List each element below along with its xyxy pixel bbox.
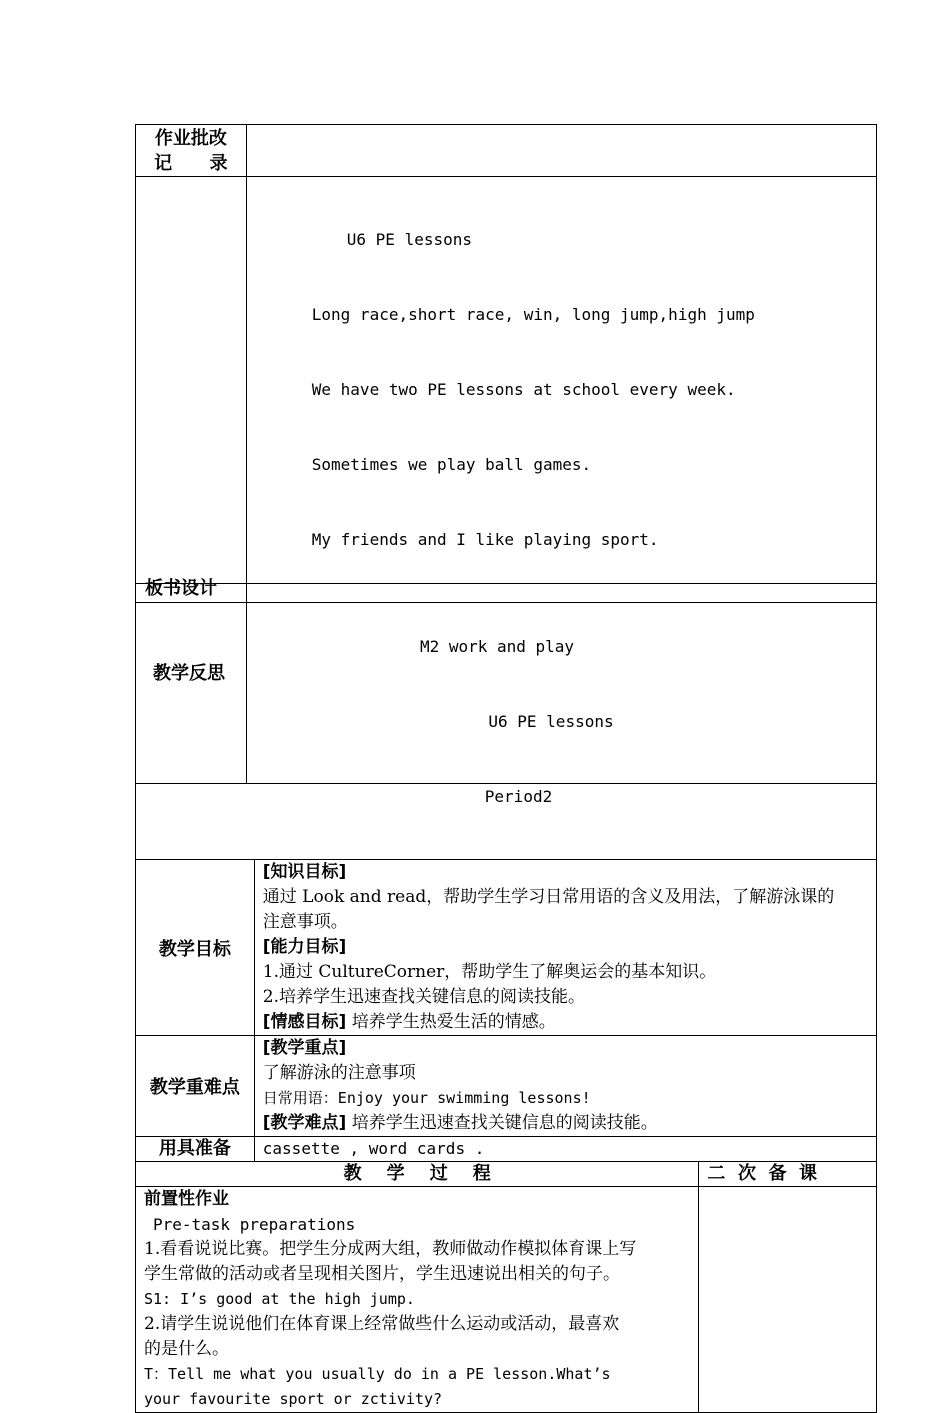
objectives-label-cell <box>136 860 255 1036</box>
board-line: Long race,short race, win, long jump,high jump <box>311 305 755 324</box>
prep-content-cell <box>699 1187 877 1413</box>
process-t-line1: T：Tell me what you usually do in a PE lesson.What’s <box>144 1365 611 1383</box>
objectives-content-cell <box>254 860 876 1036</box>
materials-label: 用具准备 <box>158 1138 231 1159</box>
board-line: Sometimes we play ball games. <box>311 455 592 474</box>
homework-content-cell <box>246 125 876 177</box>
board-line: My friends and I like playing sport. <box>311 530 659 549</box>
process-s1: S1: I’s good at the high jump. <box>144 1290 415 1308</box>
homework-label-cell <box>136 125 247 177</box>
materials-label-cell <box>136 1137 255 1162</box>
process-item2-line1: 2.请学生说说他们在体育课上经常做些什么运动或活动，最喜欢 <box>144 1314 620 1334</box>
process-item1-line2: 学生常做的活动或者呈现相关图片，学生迅速说出相关的句子。 <box>144 1264 620 1284</box>
knowledge-tag: [知识目标] <box>262 862 347 882</box>
ability-tag: [能力目标] <box>262 937 347 957</box>
prep-header-cell <box>699 1162 877 1187</box>
ability-item-1: 1.通过 CultureCorner，帮助学生了解奥运会的基本知识。 <box>262 962 717 982</box>
board-content-cell <box>246 177 876 603</box>
process-item2-line2: 的是什么。 <box>144 1339 229 1359</box>
lesson-module: M2 work and play <box>419 637 575 656</box>
ability-item-2: 2.培养学生迅速查找关键信息的阅读技能。 <box>262 987 586 1007</box>
process-content-cell <box>136 1187 699 1413</box>
focus-item-2: 日常用语：Enjoy your swimming lessons! <box>262 1089 591 1107</box>
lesson-unit: U6 PE lessons <box>488 712 614 731</box>
materials-value: cassette , word cards . <box>262 1139 485 1158</box>
emotion-tag: [情感目标] <box>262 1012 347 1032</box>
process-t-line2: your favourite sport or zctivity? <box>144 1390 443 1408</box>
lesson-period: Period2 <box>484 787 553 806</box>
lesson-header-cell <box>136 584 877 860</box>
keypoints-content-cell <box>254 1036 876 1137</box>
board-line: We have two PE lessons at school every week. <box>311 380 736 399</box>
knowledge-text-line2: 注意事项。 <box>262 912 348 932</box>
homework-label-line2: 记 录 <box>154 153 228 174</box>
prep-label: 二 次 备 课 <box>707 1163 818 1184</box>
process-item1-line1: 1.看看说说比赛。把学生分成两大组，教师做动作模拟体育课上写 <box>144 1239 637 1259</box>
board-label: 板书设计 <box>145 578 217 599</box>
process-label: 教 学 过 程 <box>343 1163 491 1184</box>
reflection-label: 教学反思 <box>153 663 225 684</box>
emotion-text: 培养学生热爱生活的情感。 <box>346 1012 556 1032</box>
process-title: 前置性作业 <box>144 1189 229 1209</box>
keypoints-label: 教学重难点 <box>149 1077 240 1098</box>
difficulty-tag: [教学难点] <box>262 1113 347 1133</box>
table-lesson-plan <box>135 583 877 1413</box>
objectives-label: 教学目标 <box>158 938 231 960</box>
board-line-title: U6 PE lessons <box>346 230 472 249</box>
keypoints-label-cell <box>136 1036 255 1137</box>
focus-item-1: 了解游泳的注意事项 <box>262 1063 416 1083</box>
process-subtitle: Pre-task preparations <box>153 1215 356 1234</box>
process-header-cell <box>136 1162 699 1187</box>
board-label-cell <box>136 177 247 603</box>
knowledge-text-line1: 通过 Look and read，帮助学生学习日常用语的含义及用法，了解游泳课的 <box>262 887 835 907</box>
difficulty-text: 培养学生迅速查找关键信息的阅读技能。 <box>346 1113 658 1133</box>
homework-label-line1: 作业批改 <box>154 128 227 149</box>
materials-content-cell <box>254 1137 876 1162</box>
focus-tag: [教学重点] <box>262 1038 347 1058</box>
